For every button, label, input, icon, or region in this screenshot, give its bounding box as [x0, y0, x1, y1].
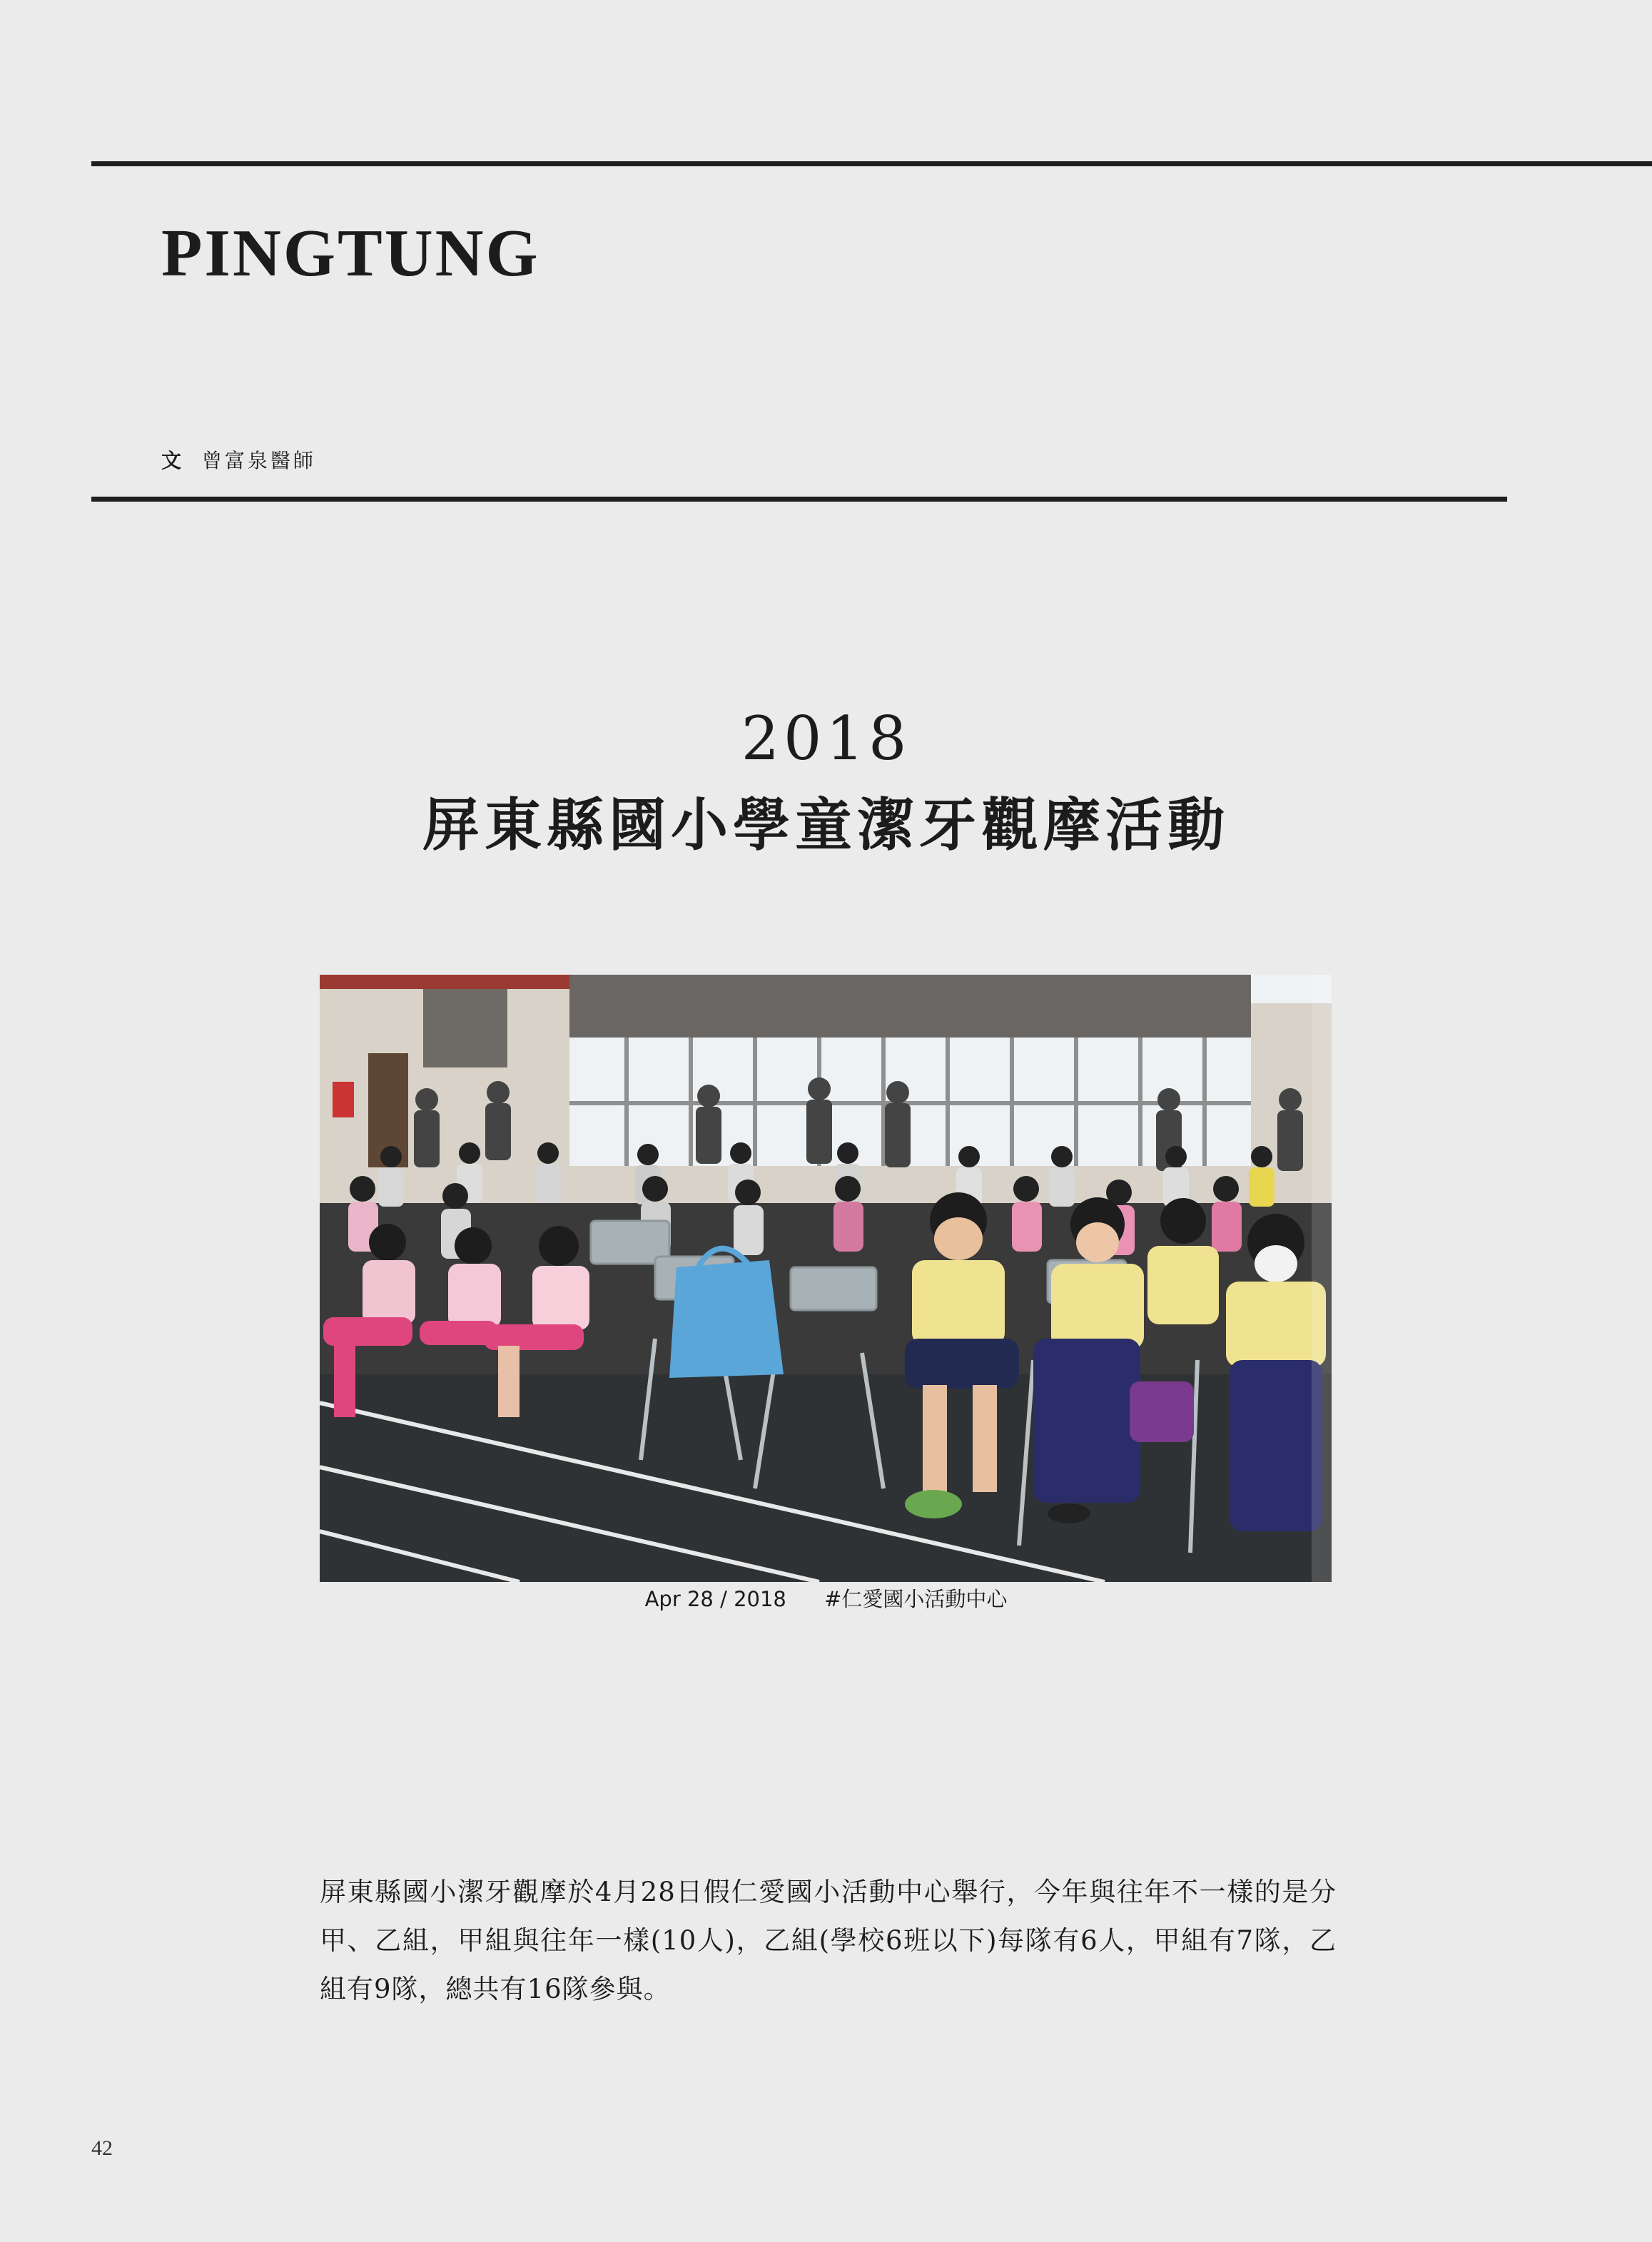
header-bottom-rule: [91, 497, 1507, 502]
photo-caption-tag: #仁愛國小活動中心: [824, 1587, 1008, 1611]
article-title-year: 2018: [741, 704, 911, 773]
page-number: 42: [91, 2136, 113, 2160]
article-body: 屏東縣國小潔牙觀摩於4月28日假仁愛國小活動中心舉行，今年與往年不一樣的是分甲、乙組，甲組與往年一樣(10人)，乙組(學校6班以下)每隊有6人，甲組有7隊，乙組有9隊，總共有16隊參與。: [320, 1877, 1337, 2004]
photo-caption: [0, 1589, 1652, 1610]
section-label: PINGTUNG: [161, 216, 540, 290]
photo-caption-date: Apr 28 / 2018: [644, 1587, 786, 1611]
header-top-rule: [91, 161, 1652, 166]
article-title-main: 屏東縣國小學童潔牙觀摩活動: [422, 791, 1230, 858]
byline-key: 文: [161, 449, 182, 472]
event-photo: [320, 975, 1332, 1582]
byline: [161, 451, 316, 471]
article-title: [0, 703, 1652, 859]
byline-author: 曾富泉醫師: [201, 449, 316, 472]
